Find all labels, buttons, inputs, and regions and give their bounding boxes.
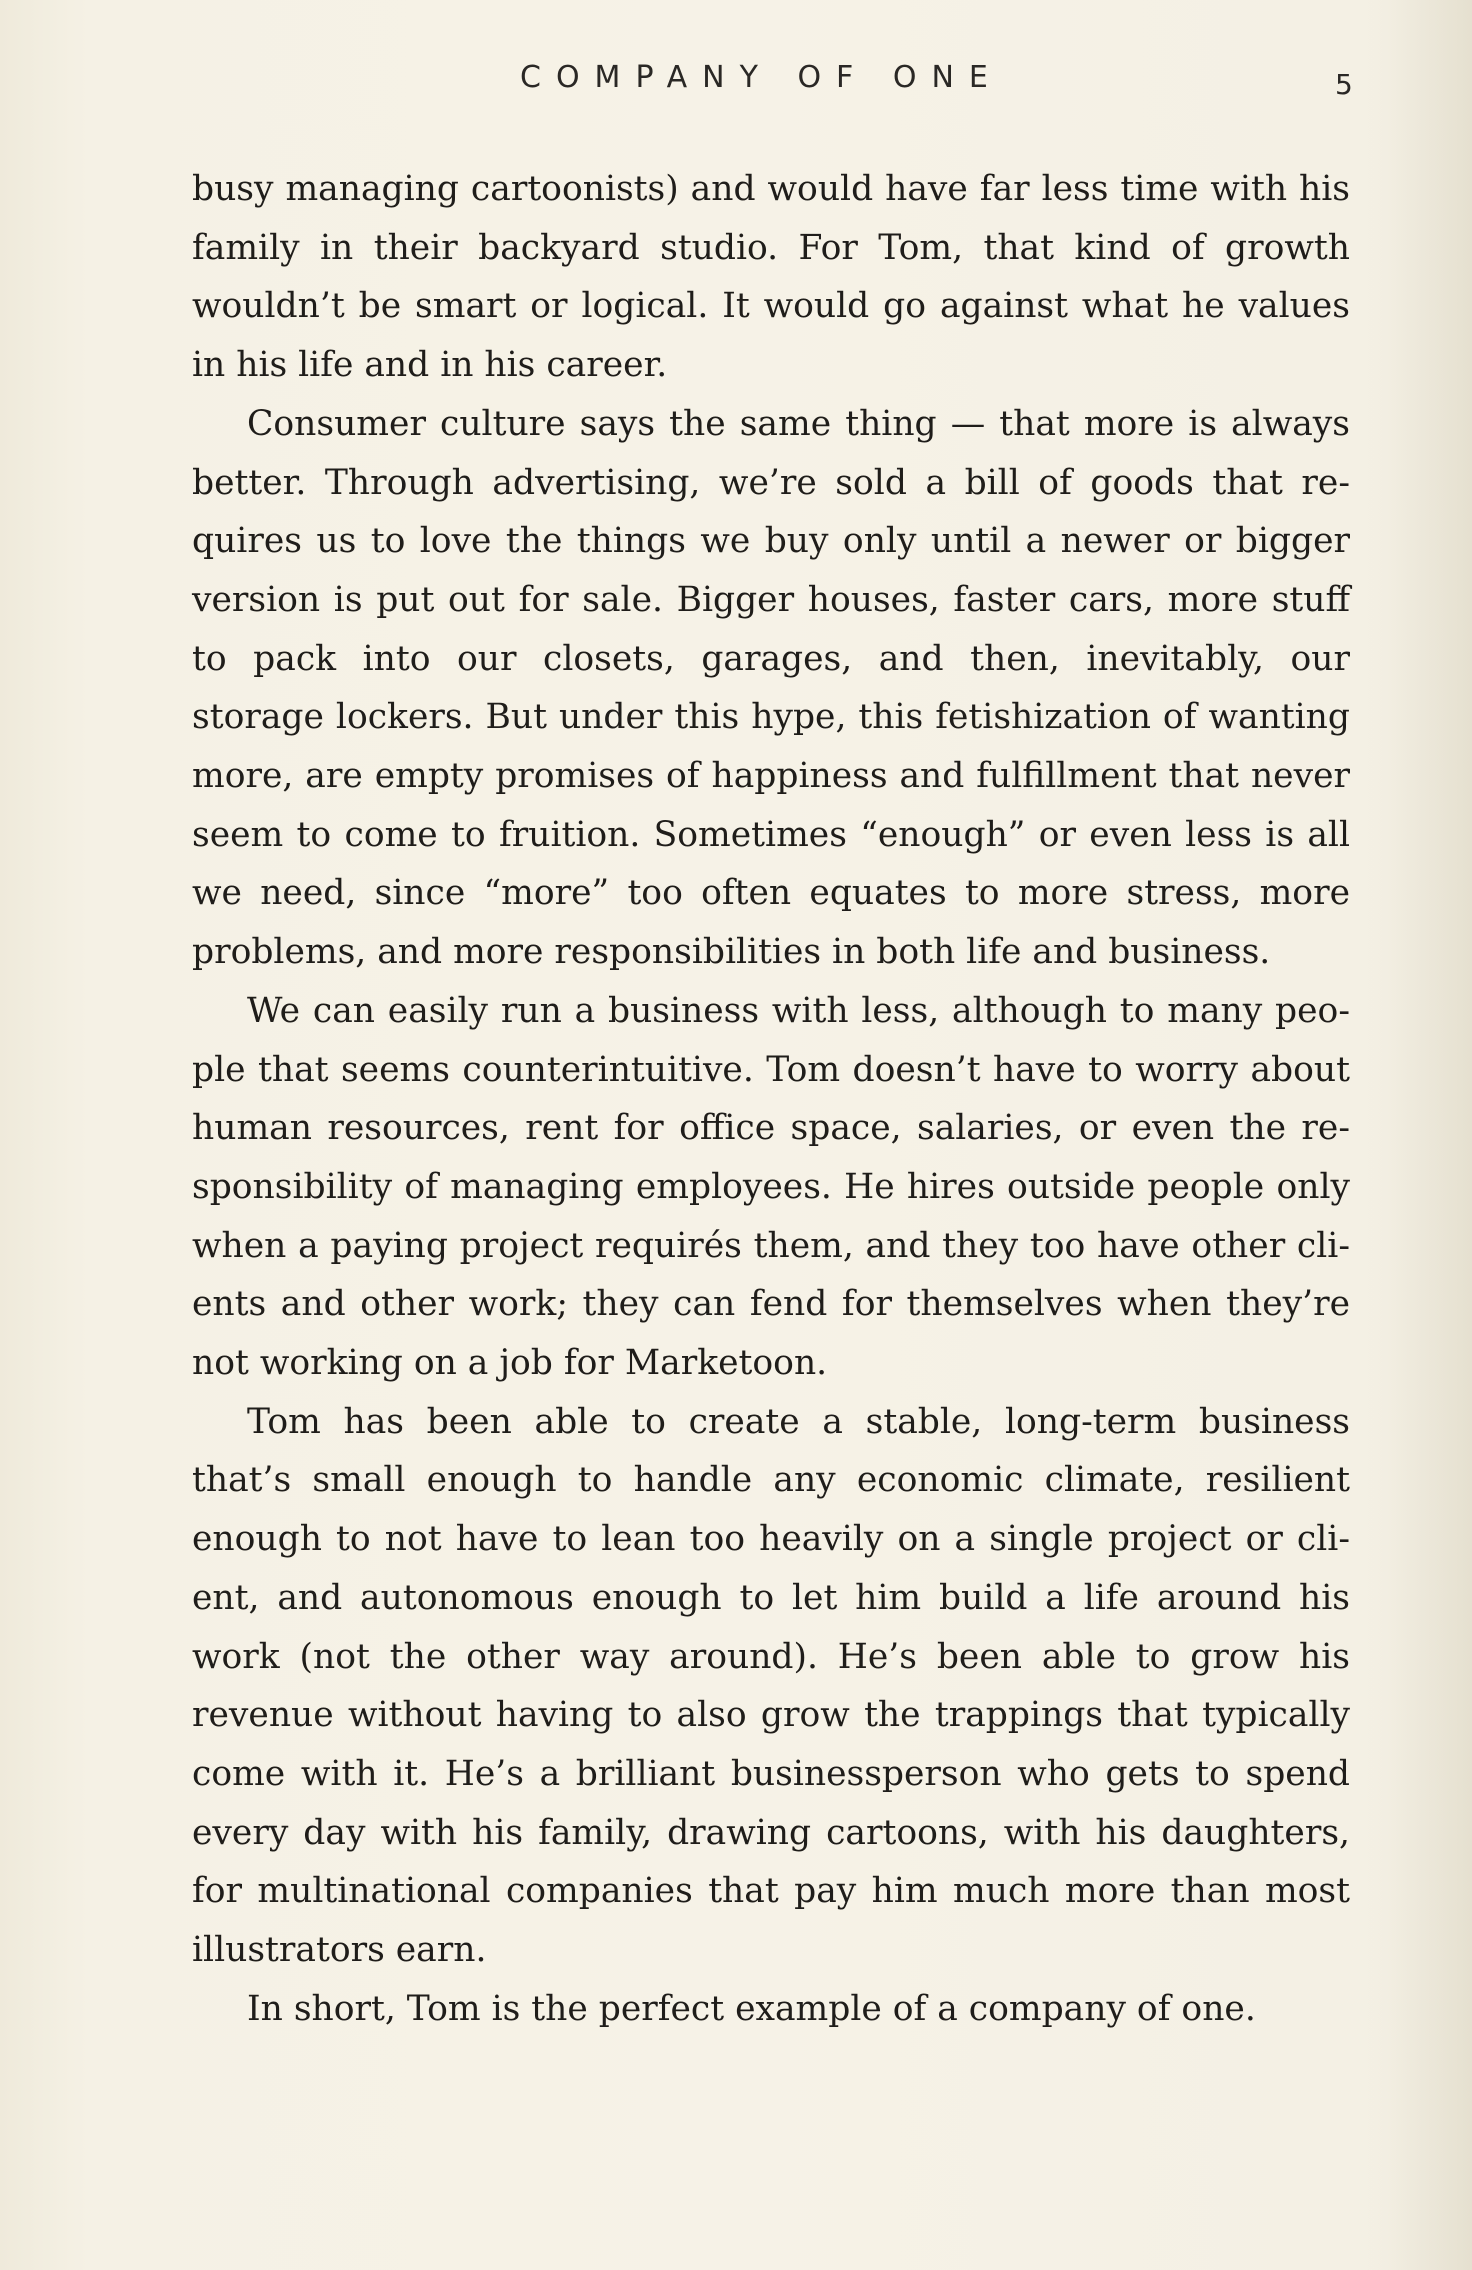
body-text <box>192 160 1350 2039</box>
page-edge-shadow <box>1360 0 1472 2270</box>
page-number: 5 <box>1335 68 1353 101</box>
paragraph-5: In short, Tom is the perfect example of a company of one. <box>247 1988 1256 2029</box>
paragraph-3: We can easily run a business with less, although to many people that seems counterintuitive. Tom doesn’t have to worry about human resources, rent for office space, salaries, or even the responsibility of managing employees. He hires outside people only when a paying project requirés them, and they too have other clients and other work; they can fend for themselves when they’re not working on a job for Marketoon. <box>192 990 1350 1384</box>
book-title: COMPANY OF ONE <box>520 60 1003 95</box>
paragraph-4: Tom has been able to create a stable, long-term business that’s small enough to handle any economic climate, resilient enough to not have to lean too heavily on a single project or client, and autonomous enough to let him build a life around his work (not the other way around). He’s been able to grow his revenue without having to also grow the trappings that typically come with it. He’s a brilliant businessperson who gets to spend every day with his family, drawing cartoons, with his daughters, for multinational companies that pay him much more than most illustrators earn. <box>192 1401 1350 1971</box>
paragraph-1: busy managing cartoonists) and would have far less time with his family in their backyard studio. For Tom, that kind of growth wouldn’t be smart or logical. It would go against what he values in his life and in his career. <box>192 169 1350 386</box>
paragraph-2: Consumer culture says the same thing — that more is always better. Through advertising, we’re sold a bill of goods that requires us to love the things we buy only until a newer or bigger version is put out for sale. Bigger houses, faster cars, more stuff to pack into our closets, garages, and then, inevitably, our storage lockers. But under this hype, this fetishization of wanting more, are empty promises of happiness and fulfillment that never seem to come to fruition. Sometimes “enough” or even less is all we need, since “more” too often equates to more stress, more problems, and more responsibilities in both life and business. <box>192 403 1350 973</box>
running-head <box>0 60 1472 100</box>
